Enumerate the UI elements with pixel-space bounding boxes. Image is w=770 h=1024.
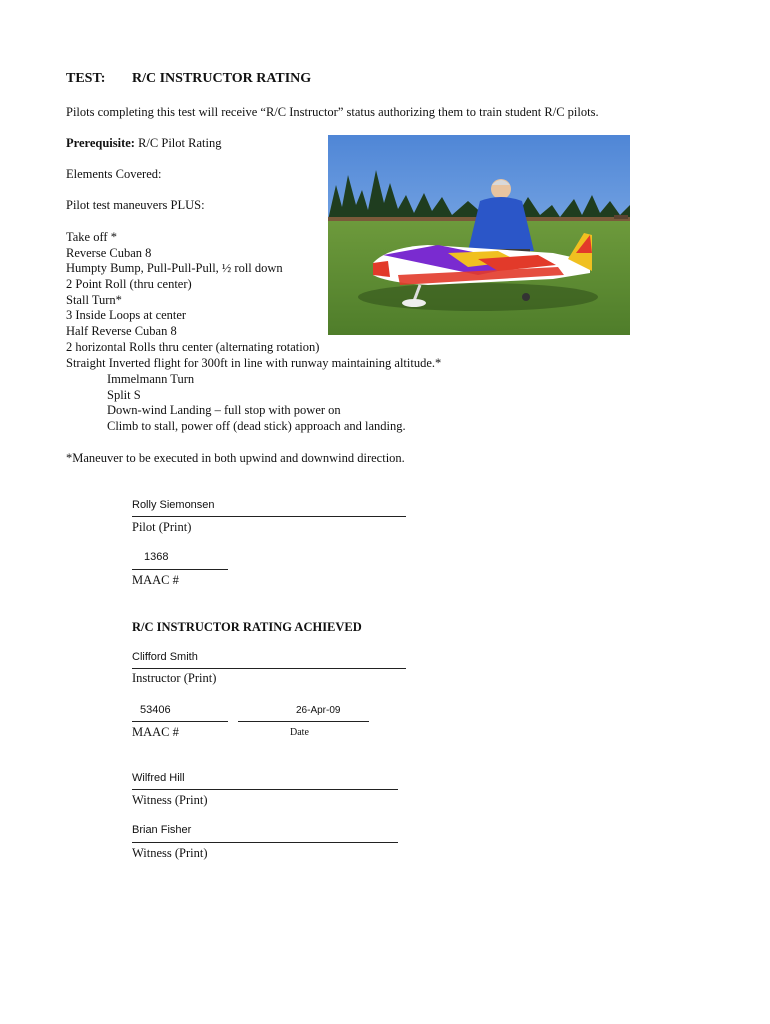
- elements-covered: Elements Covered:: [66, 167, 162, 181]
- witness2-signature-line: [132, 842, 398, 843]
- instructor-date: 26-Apr-09: [296, 705, 341, 716]
- maneuver-item: 3 Inside Loops at center: [66, 308, 187, 322]
- maneuver-item: 2 horizontal Rolls thru center (alternating rotation): [66, 340, 320, 354]
- maneuver-item: Half Reverse Cuban 8: [66, 324, 177, 338]
- maneuver-item-indented: Down-wind Landing – full stop with power on: [107, 403, 341, 417]
- maneuver-item-indented: Split S: [107, 388, 141, 402]
- maneuver-item: Reverse Cuban 8: [66, 246, 152, 260]
- witness1-label: Witness (Print): [132, 793, 208, 807]
- maneuver-item-indented: Immelmann Turn: [107, 372, 195, 386]
- maneuver-item: Straight Inverted flight for 300ft in line with runway maintaining altitude.*: [66, 356, 442, 370]
- date-label: Date: [290, 727, 309, 738]
- witness1-signature-line: [132, 789, 398, 790]
- maneuver-item: 2 Point Roll (thru center): [66, 277, 192, 291]
- footnote: *Maneuver to be executed in both upwind and downwind direction.: [66, 451, 405, 465]
- pilot-test-heading: Pilot test maneuvers PLUS:: [66, 198, 205, 212]
- witness2-name: Brian Fisher: [132, 824, 192, 836]
- pilot-with-plane-photo: [328, 135, 630, 335]
- achieved-title: R/C INSTRUCTOR RATING ACHIEVED: [132, 620, 362, 634]
- prerequisite: [66, 136, 221, 151]
- maneuver-item: Take off *: [66, 230, 117, 244]
- instructor-maac-number: 53406: [140, 704, 171, 716]
- intro-text: Pilots completing this test will receive “R/C Instructor” status authorizing them to train student R/C pilots.: [66, 105, 599, 119]
- maneuver-item-indented: Climb to stall, power off (dead stick) approach and landing.: [107, 419, 406, 433]
- witness2-label: Witness (Print): [132, 846, 208, 860]
- instructor-signature-line: [132, 668, 406, 669]
- page-title: R/C INSTRUCTOR RATING: [132, 71, 312, 86]
- instructor-maac-label: MAAC #: [132, 725, 179, 739]
- prerequisite-label: Prerequisite:: [66, 136, 135, 150]
- pilot-maac-line: [132, 569, 228, 570]
- test-label: TEST:: [66, 71, 106, 86]
- instructor-name: Clifford Smith: [132, 651, 198, 663]
- pilot-maac-number: 1368: [144, 551, 169, 563]
- instructor-maac-line: [132, 721, 228, 722]
- maneuver-item: Humpty Bump, Pull-Pull-Pull, ½ roll down: [66, 261, 283, 275]
- photo-illustration: [328, 135, 630, 335]
- pilot-signature-line: [132, 516, 406, 517]
- date-line: [238, 721, 369, 722]
- instructor-label: Instructor (Print): [132, 671, 217, 685]
- pilot-name: Rolly Siemonsen: [132, 499, 215, 511]
- maneuver-item: Stall Turn*: [66, 293, 122, 307]
- pilot-label: Pilot (Print): [132, 520, 192, 534]
- witness1-name: Wilfred Hill: [132, 772, 185, 784]
- prerequisite-value: R/C Pilot Rating: [138, 136, 222, 150]
- pilot-maac-label: MAAC #: [132, 573, 179, 587]
